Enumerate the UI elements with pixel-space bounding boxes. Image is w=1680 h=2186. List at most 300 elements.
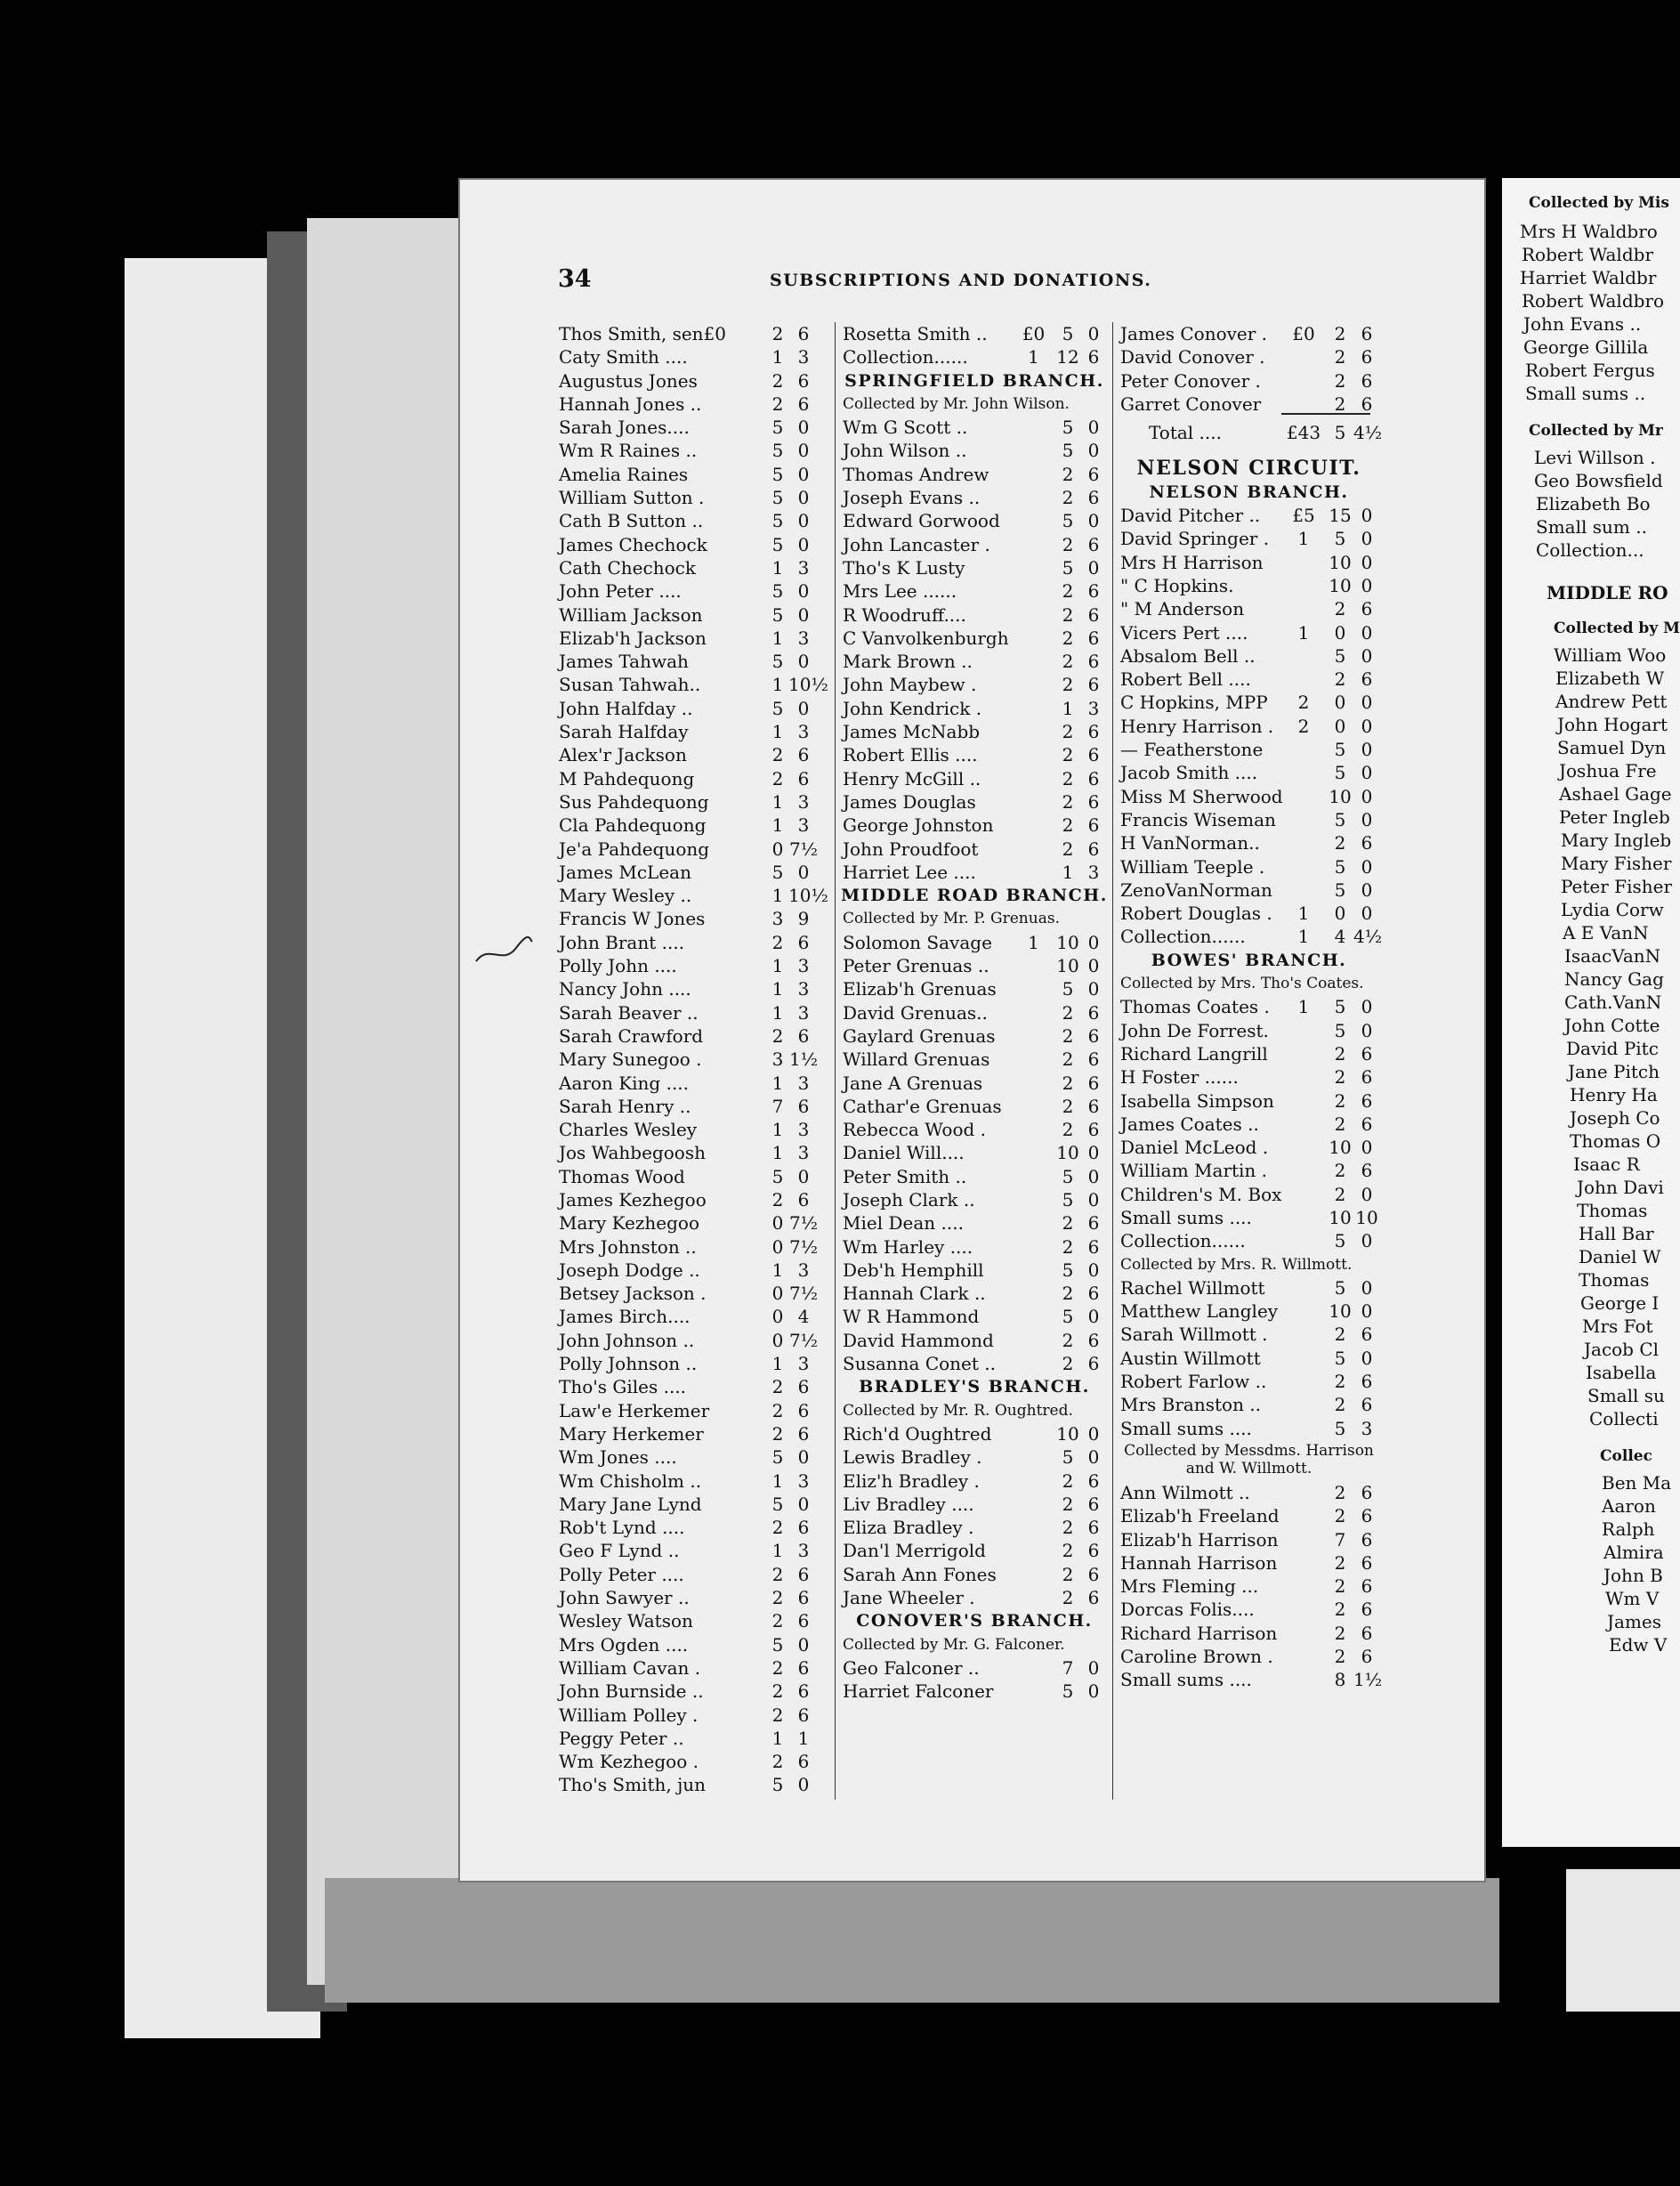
subscription-row bbox=[559, 1586, 836, 1609]
right-page-fragment: Andrew Pett bbox=[1555, 691, 1668, 712]
amount-pence: 0 bbox=[797, 440, 810, 462]
amount-shillings: 5 bbox=[1062, 1446, 1074, 1469]
amount-pence: 0 bbox=[797, 1165, 810, 1187]
right-page-fragment: Edw V bbox=[1609, 1634, 1668, 1656]
amount-pence: 3 bbox=[797, 1353, 810, 1375]
donor-name: Elizab'h Harrison bbox=[1120, 1528, 1279, 1550]
donor-name: H VanNorman.. bbox=[1120, 832, 1260, 854]
amount-pence: 6 bbox=[797, 1610, 810, 1632]
subscription-row bbox=[836, 1211, 1113, 1235]
donor-name: C Vanvolkenburgh bbox=[843, 627, 1009, 649]
page-stack-edge bbox=[307, 218, 458, 1985]
subscription-row bbox=[836, 1329, 1113, 1352]
right-page-fragment: Collec bbox=[1600, 1447, 1652, 1465]
donor-name: Matthew Langley bbox=[1120, 1300, 1279, 1323]
amount-pence: 0 bbox=[797, 861, 810, 883]
subscription-row bbox=[1113, 1206, 1385, 1229]
right-page-fragment: Aaron bbox=[1602, 1495, 1656, 1517]
amount-shillings: 5 bbox=[1334, 644, 1346, 667]
subscription-row bbox=[559, 743, 836, 766]
amount-shillings: 2 bbox=[1334, 1160, 1346, 1182]
amount-shillings: 2 bbox=[1334, 346, 1346, 368]
donor-name: " C Hopkins. bbox=[1120, 574, 1234, 596]
subscription-row bbox=[836, 1141, 1113, 1164]
donor-name: Garret Conover bbox=[1120, 393, 1262, 415]
subscription-row bbox=[1113, 1299, 1385, 1323]
donor-name: James McNabb bbox=[843, 721, 981, 743]
amount-pence: 1½ bbox=[788, 1048, 819, 1071]
donor-name: H Foster ...... bbox=[1120, 1066, 1239, 1089]
donor-name: Sarah Henry .. bbox=[559, 1095, 691, 1117]
subscription-row bbox=[836, 345, 1113, 368]
amount-shillings: 2 bbox=[1062, 1212, 1074, 1235]
donor-name: Caty Smith .... bbox=[559, 346, 688, 368]
donor-name: Robert Douglas . bbox=[1120, 903, 1272, 925]
amount-shillings: 10 bbox=[1056, 931, 1079, 953]
subscription-row bbox=[559, 1141, 836, 1164]
donor-name: Polly John .... bbox=[559, 955, 677, 977]
subscription-row bbox=[1113, 345, 1385, 368]
amount-shillings: 1 bbox=[771, 790, 784, 813]
page-number: 34 bbox=[558, 265, 592, 293]
amount-shillings: 2 bbox=[1062, 487, 1074, 509]
subscription-row bbox=[559, 1609, 836, 1632]
donor-name: Francis W Jones bbox=[559, 908, 706, 930]
amount-shillings: 2 bbox=[1334, 1089, 1346, 1112]
amount-shillings: 10 bbox=[1329, 1206, 1352, 1228]
donor-name: Sarah Crawford bbox=[559, 1024, 704, 1047]
right-page-fragment: John Davi bbox=[1577, 1177, 1664, 1198]
amount-pence: 6 bbox=[1087, 346, 1100, 368]
donor-name: Polly Johnson .. bbox=[559, 1353, 698, 1375]
amount-pence: 6 bbox=[1361, 1113, 1373, 1135]
amount-shillings: 2 bbox=[1062, 1469, 1074, 1492]
amount-shillings: 5 bbox=[1334, 1230, 1346, 1252]
amount-shillings: 2 bbox=[1062, 1540, 1074, 1562]
subscription-row bbox=[559, 1516, 836, 1539]
right-page-fragment: Peter Fisher bbox=[1561, 876, 1672, 897]
amount-pence: 6 bbox=[797, 1024, 810, 1047]
right-page-fragment: Mrs H Waldbro bbox=[1520, 221, 1658, 242]
subscription-row bbox=[836, 509, 1113, 532]
amount-shillings: 2 bbox=[1062, 580, 1074, 603]
subscription-row bbox=[559, 416, 836, 439]
subscription-row bbox=[836, 556, 1113, 579]
amount-pence: 0 bbox=[1361, 1230, 1373, 1252]
amount-shillings: 2 bbox=[1062, 744, 1074, 766]
total-pence: 4½ bbox=[1353, 422, 1383, 444]
amount-shillings: 2 bbox=[1062, 1353, 1074, 1375]
amount-pence: 6 bbox=[1087, 1235, 1100, 1258]
amount-pence: 6 bbox=[1087, 627, 1100, 649]
amount-shillings: 5 bbox=[1062, 1165, 1074, 1187]
subscription-row bbox=[559, 1352, 836, 1375]
subscription-row bbox=[1113, 831, 1385, 854]
right-page-fragment: Isabella bbox=[1586, 1362, 1657, 1383]
amount-shillings: 10 bbox=[1329, 1300, 1352, 1323]
amount-pence: 6 bbox=[1361, 1066, 1373, 1089]
amount-pence: 0 bbox=[1087, 1165, 1100, 1187]
donor-name: James Douglas bbox=[843, 790, 976, 813]
amount-shillings: 5 bbox=[1334, 739, 1346, 761]
amount-pence: 0 bbox=[1361, 1019, 1373, 1041]
amount-pence: 6 bbox=[797, 1563, 810, 1585]
amount-shillings: 2 bbox=[1334, 1599, 1346, 1621]
amount-shillings: 2 bbox=[1334, 1066, 1346, 1089]
amount-pence: 0 bbox=[1087, 955, 1100, 977]
amount-pence: 0 bbox=[1361, 1300, 1373, 1323]
right-page-fragment: Robert Waldbr bbox=[1522, 244, 1653, 265]
subscription-row bbox=[836, 838, 1113, 861]
subscription-row bbox=[559, 1375, 836, 1398]
right-page-fragment: John Evans .. bbox=[1523, 313, 1642, 335]
amount-shillings: 5 bbox=[1334, 1276, 1346, 1299]
subscription-row bbox=[559, 1727, 836, 1750]
amount-shillings: 5 bbox=[771, 510, 784, 532]
subscription-row bbox=[836, 533, 1113, 556]
donor-name: John Johnson .. bbox=[559, 1329, 695, 1351]
amount-shillings: 5 bbox=[771, 533, 784, 555]
amount-shillings: 1 bbox=[771, 978, 784, 1000]
amount-pence: 6 bbox=[1087, 533, 1100, 555]
amount-pence: 3 bbox=[797, 1001, 810, 1024]
amount-pence: 6 bbox=[797, 744, 810, 766]
donor-name: Daniel Will.... bbox=[843, 1142, 965, 1164]
amount-pounds: 1 bbox=[1297, 903, 1310, 925]
subscription-row bbox=[1113, 1323, 1385, 1346]
amount-pence: 6 bbox=[797, 1422, 810, 1445]
amount-pence: 7½ bbox=[788, 838, 819, 860]
right-page-fragment: Ben Ma bbox=[1602, 1472, 1672, 1494]
right-page-fragment: Harriet Waldbr bbox=[1520, 267, 1657, 288]
donor-name: Tho's Giles .... bbox=[559, 1376, 687, 1398]
donor-name: Jane A Grenuas bbox=[843, 1072, 983, 1094]
amount-shillings: 2 bbox=[771, 1517, 784, 1539]
donor-name: Sarah Willmott . bbox=[1120, 1324, 1268, 1346]
donor-name: Richard Langrill bbox=[1120, 1042, 1268, 1065]
right-page-fragment: Small sums .. bbox=[1525, 383, 1646, 404]
amount-pence: 0 bbox=[1087, 510, 1100, 532]
amount-pence: 3 bbox=[797, 955, 810, 977]
donor-name: David Hammond bbox=[843, 1329, 994, 1351]
amount-shillings: 5 bbox=[771, 1165, 784, 1187]
subscription-row bbox=[1113, 504, 1385, 527]
donor-name: W R Hammond bbox=[843, 1306, 980, 1328]
donor-name: John Peter .... bbox=[559, 580, 682, 603]
donor-name: Mark Brown .. bbox=[843, 651, 973, 673]
donor-name: Richard Harrison bbox=[1120, 1622, 1278, 1644]
donor-name: Mary Sunegoo . bbox=[559, 1048, 702, 1071]
subscription-row bbox=[559, 1048, 836, 1071]
donor-name: David Grenuas.. bbox=[843, 1001, 988, 1024]
subscription-row bbox=[1113, 902, 1385, 925]
amount-shillings: 5 bbox=[1062, 978, 1074, 1000]
amount-pence: 6 bbox=[1087, 1001, 1100, 1024]
subscription-row bbox=[559, 439, 836, 462]
subscription-row bbox=[1113, 1183, 1385, 1206]
subscription-row bbox=[836, 1188, 1113, 1211]
donor-name: Sarah Ann Fones bbox=[843, 1563, 997, 1585]
amount-shillings: 2 bbox=[1062, 463, 1074, 485]
amount-pence: 3 bbox=[797, 1259, 810, 1281]
amount-shillings: 2 bbox=[771, 1656, 784, 1679]
donor-name: Mrs Johnston .. bbox=[559, 1235, 697, 1258]
donor-name: Mrs Ogden .... bbox=[559, 1633, 689, 1656]
total-shillings: 5 bbox=[1334, 422, 1346, 444]
donor-name: James Conover . bbox=[1120, 323, 1268, 344]
amount-shillings: 2 bbox=[1062, 1587, 1074, 1609]
amount-pence: 3 bbox=[1087, 697, 1100, 719]
amount-pence: 6 bbox=[797, 1704, 810, 1726]
amount-shillings: 5 bbox=[1062, 556, 1074, 579]
subscription-row bbox=[836, 416, 1113, 439]
donor-name: Robert Farlow .. bbox=[1120, 1371, 1267, 1393]
amount-pence: 6 bbox=[1087, 1024, 1100, 1047]
subscription-row bbox=[1113, 1575, 1385, 1598]
amount-pence: 6 bbox=[1087, 790, 1100, 813]
donor-name: Henry McGill .. bbox=[843, 767, 981, 789]
amount-shillings: 5 bbox=[1334, 528, 1346, 550]
subscription-row bbox=[1113, 527, 1385, 550]
amount-pence: 0 bbox=[1361, 505, 1373, 527]
subscription-row bbox=[836, 1493, 1113, 1516]
right-page-fragment: Robert Waldbro bbox=[1522, 290, 1665, 312]
donor-name: Cath B Sutton .. bbox=[559, 510, 704, 532]
branch-heading: CONOVER'S BRANCH. bbox=[856, 1611, 1093, 1631]
amount-shillings: 2 bbox=[1062, 1048, 1074, 1071]
column-3 bbox=[1112, 322, 1385, 1800]
subscription-row bbox=[836, 1024, 1113, 1048]
amount-shillings: 2 bbox=[1334, 1394, 1346, 1416]
amount-shillings: 5 bbox=[1062, 440, 1074, 462]
amount-shillings: 0 bbox=[771, 1235, 784, 1258]
right-page-fragment: Collecti bbox=[1589, 1408, 1659, 1429]
subscription-row bbox=[836, 1235, 1113, 1259]
subscription-row bbox=[1113, 925, 1385, 948]
amount-shillings: 2 bbox=[771, 767, 784, 789]
amount-pence: 0 bbox=[797, 487, 810, 509]
amount-pence: 6 bbox=[1087, 1517, 1100, 1539]
subscription-row bbox=[559, 790, 836, 814]
subscription-row bbox=[836, 1445, 1113, 1469]
donor-name: John Halfday .. bbox=[559, 697, 693, 719]
subscription-row bbox=[836, 673, 1113, 696]
subscription-row bbox=[1113, 369, 1385, 393]
amount-shillings: 2 bbox=[1062, 533, 1074, 555]
donor-name: Aaron King .... bbox=[559, 1072, 690, 1094]
donor-name: James McLean bbox=[559, 861, 691, 883]
amount-pence: 0 bbox=[1361, 1276, 1373, 1299]
amount-pence: 3 bbox=[797, 627, 810, 649]
subscription-row bbox=[1113, 1229, 1385, 1252]
donor-name: John De Forrest. bbox=[1120, 1019, 1269, 1041]
donor-name: James Coates .. bbox=[1120, 1113, 1259, 1135]
amount-pence: 6 bbox=[1087, 463, 1100, 485]
right-page-fragment: Nancy Gag bbox=[1564, 968, 1664, 990]
subscription-row bbox=[559, 1750, 836, 1773]
collector-line: Collected by Mr. P. Grenuas. bbox=[843, 910, 1060, 928]
donor-name: William Sutton . bbox=[559, 487, 705, 509]
donor-name: Miel Dean .... bbox=[843, 1212, 964, 1235]
subscription-row bbox=[836, 1259, 1113, 1282]
subscription-row bbox=[1113, 1347, 1385, 1370]
amount-pence: 9 bbox=[797, 908, 810, 930]
subscription-row bbox=[559, 697, 836, 720]
donor-name: Sarah Halfday bbox=[559, 721, 689, 743]
amount-shillings: 10 bbox=[1056, 955, 1079, 977]
amount-pounds: 2 bbox=[1297, 692, 1310, 714]
amount-shillings: 10 bbox=[1056, 1142, 1079, 1164]
amount-shillings: 2 bbox=[771, 744, 784, 766]
amount-shillings: 7 bbox=[771, 1095, 784, 1117]
amount-shillings: 5 bbox=[771, 417, 784, 439]
right-page-fragment: Elizabeth Bo bbox=[1536, 493, 1651, 514]
right-page-fragment: Mary Ingleb bbox=[1561, 830, 1672, 851]
collector-line-1: Collected by Messdms. Harrison bbox=[1124, 1441, 1374, 1460]
amount-pounds: 1 bbox=[1297, 926, 1310, 948]
donor-name: Thomas Andrew bbox=[843, 463, 989, 485]
amount-pence: 6 bbox=[1361, 1089, 1373, 1112]
subscription-row bbox=[836, 1165, 1113, 1188]
donor-name: Rob't Lynd .... bbox=[559, 1517, 685, 1539]
subscription-row bbox=[836, 486, 1113, 509]
amount-shillings: 2 bbox=[1334, 369, 1346, 392]
subscription-row bbox=[559, 579, 836, 603]
amount-shillings: 5 bbox=[1334, 1347, 1346, 1369]
amount-pence: 0 bbox=[1087, 556, 1100, 579]
amount-pence: 6 bbox=[797, 1376, 810, 1398]
donor-name: Harriet Lee .... bbox=[843, 861, 976, 883]
amount-pence: 0 bbox=[1361, 715, 1373, 737]
donor-name: Caroline Brown . bbox=[1120, 1646, 1273, 1668]
right-page-fragment: Thomas bbox=[1579, 1269, 1650, 1291]
amount-pounds: 1 bbox=[1297, 528, 1310, 550]
amount-pence: 0 bbox=[1361, 808, 1373, 830]
subscription-row bbox=[836, 931, 1113, 954]
donor-name: Rebecca Wood . bbox=[843, 1119, 987, 1141]
amount-pence: 6 bbox=[797, 393, 810, 415]
amount-pence: 6 bbox=[1087, 487, 1100, 509]
donor-name: Dorcas Folis.... bbox=[1120, 1599, 1255, 1621]
amount-pence: 0 bbox=[1087, 440, 1100, 462]
amount-shillings: 2 bbox=[771, 393, 784, 415]
amount-shillings: 8 bbox=[1334, 1669, 1346, 1691]
donor-name: Gaylard Grenuas bbox=[843, 1024, 996, 1047]
amount-pence: 3 bbox=[797, 1469, 810, 1492]
amount-shillings: 5 bbox=[771, 440, 784, 462]
subscription-row bbox=[559, 1469, 836, 1493]
donor-name: James Tahwah bbox=[559, 651, 689, 673]
donor-name: Daniel McLeod . bbox=[1120, 1137, 1269, 1159]
collector-line: Collected by Mrs. R. Willmott. bbox=[1120, 1255, 1353, 1274]
donor-name: William Martin . bbox=[1120, 1160, 1268, 1182]
donor-name: Rosetta Smith .. bbox=[843, 323, 988, 344]
donor-name: Peter Grenuas .. bbox=[843, 955, 989, 977]
subscription-row bbox=[836, 814, 1113, 837]
donor-name: Wm Chisholm .. bbox=[559, 1469, 702, 1492]
donor-name: John Burnside .. bbox=[559, 1680, 704, 1703]
amount-pence: 6 bbox=[797, 1587, 810, 1609]
amount-pence: 6 bbox=[1087, 1353, 1100, 1375]
donor-name: Sarah Beaver .. bbox=[559, 1001, 699, 1024]
right-page-fragment: John B bbox=[1603, 1565, 1663, 1586]
subscription-row bbox=[836, 1001, 1113, 1024]
subscription-row bbox=[836, 954, 1113, 977]
right-page-fragment: Mrs Fot bbox=[1582, 1316, 1653, 1337]
subscription-row bbox=[559, 627, 836, 650]
amount-shillings: 2 bbox=[1062, 1563, 1074, 1585]
amount-pence: 0 bbox=[1087, 1188, 1100, 1210]
right-page-fragment: Almira bbox=[1603, 1542, 1664, 1563]
right-page-fragment: MIDDLE RO bbox=[1547, 582, 1668, 603]
amount-shillings: 5 bbox=[1334, 762, 1346, 784]
donor-name: Elizab'h Grenuas bbox=[843, 978, 997, 1000]
amount-shillings: 0 bbox=[1334, 715, 1346, 737]
amount-shillings: 2 bbox=[771, 1704, 784, 1726]
right-page-fragment: Levi Willson . bbox=[1534, 447, 1656, 468]
donor-name: ZenoVanNorman bbox=[1120, 878, 1272, 901]
amount-pence: 0 bbox=[1087, 323, 1100, 344]
amount-pence: 0 bbox=[1087, 417, 1100, 439]
amount-pence: 6 bbox=[1087, 814, 1100, 837]
subscription-row bbox=[1113, 597, 1385, 620]
amount-pence: 0 bbox=[1361, 762, 1373, 784]
amount-pence: 6 bbox=[1087, 1469, 1100, 1492]
amount-shillings: 3 bbox=[771, 1048, 784, 1071]
subscription-row bbox=[1113, 1481, 1385, 1504]
amount-pence: 0 bbox=[1361, 1137, 1373, 1159]
donor-name: Polly Peter .... bbox=[559, 1563, 684, 1585]
donor-name: Robert Ellis .... bbox=[843, 744, 978, 766]
amount-shillings: 2 bbox=[1062, 627, 1074, 649]
amount-pence: 6 bbox=[1087, 1540, 1100, 1562]
subscription-row bbox=[836, 767, 1113, 790]
amount-pence: 6 bbox=[1087, 721, 1100, 743]
donor-name: — Featherstone bbox=[1120, 739, 1264, 761]
subscription-row bbox=[559, 509, 836, 532]
amount-shillings: 0 bbox=[771, 1329, 784, 1351]
amount-shillings: 5 bbox=[771, 463, 784, 485]
amount-pence: 0 bbox=[797, 1493, 810, 1515]
subscription-row bbox=[836, 579, 1113, 603]
amount-pence: 0 bbox=[1361, 878, 1373, 901]
amount-shillings: 5 bbox=[1062, 417, 1074, 439]
amount-shillings: 1 bbox=[1062, 861, 1074, 883]
donor-name: Small sums .... bbox=[1120, 1206, 1252, 1228]
donor-name: Small sums .... bbox=[1120, 1417, 1252, 1439]
amount-shillings: 2 bbox=[1334, 1042, 1346, 1065]
right-page-fragment: Mary Fisher bbox=[1561, 853, 1672, 874]
subscription-row bbox=[559, 393, 836, 416]
branch-heading: BRADLEY'S BRANCH. bbox=[859, 1377, 1090, 1397]
right-page-fragment: Thomas O bbox=[1570, 1130, 1661, 1152]
amount-pence: 6 bbox=[1361, 393, 1373, 415]
amount-shillings: 0 bbox=[771, 1212, 784, 1235]
donor-name: William Polley . bbox=[559, 1704, 699, 1726]
subscription-row bbox=[1113, 1042, 1385, 1065]
subscription-row bbox=[559, 1563, 836, 1586]
subscription-row bbox=[559, 907, 836, 930]
amount-shillings: 1 bbox=[771, 1353, 784, 1375]
amount-shillings: 1 bbox=[771, 885, 784, 907]
donor-name: Cathar'e Grenuas bbox=[843, 1095, 1002, 1117]
amount-pence: 3 bbox=[1087, 861, 1100, 883]
amount-shillings: 2 bbox=[1062, 1024, 1074, 1047]
right-page-fragment: Lydia Corw bbox=[1561, 899, 1664, 920]
donor-name: Children's M. Box bbox=[1120, 1183, 1282, 1205]
amount-pence: 6 bbox=[1361, 323, 1373, 344]
amount-pence: 3 bbox=[797, 978, 810, 1000]
